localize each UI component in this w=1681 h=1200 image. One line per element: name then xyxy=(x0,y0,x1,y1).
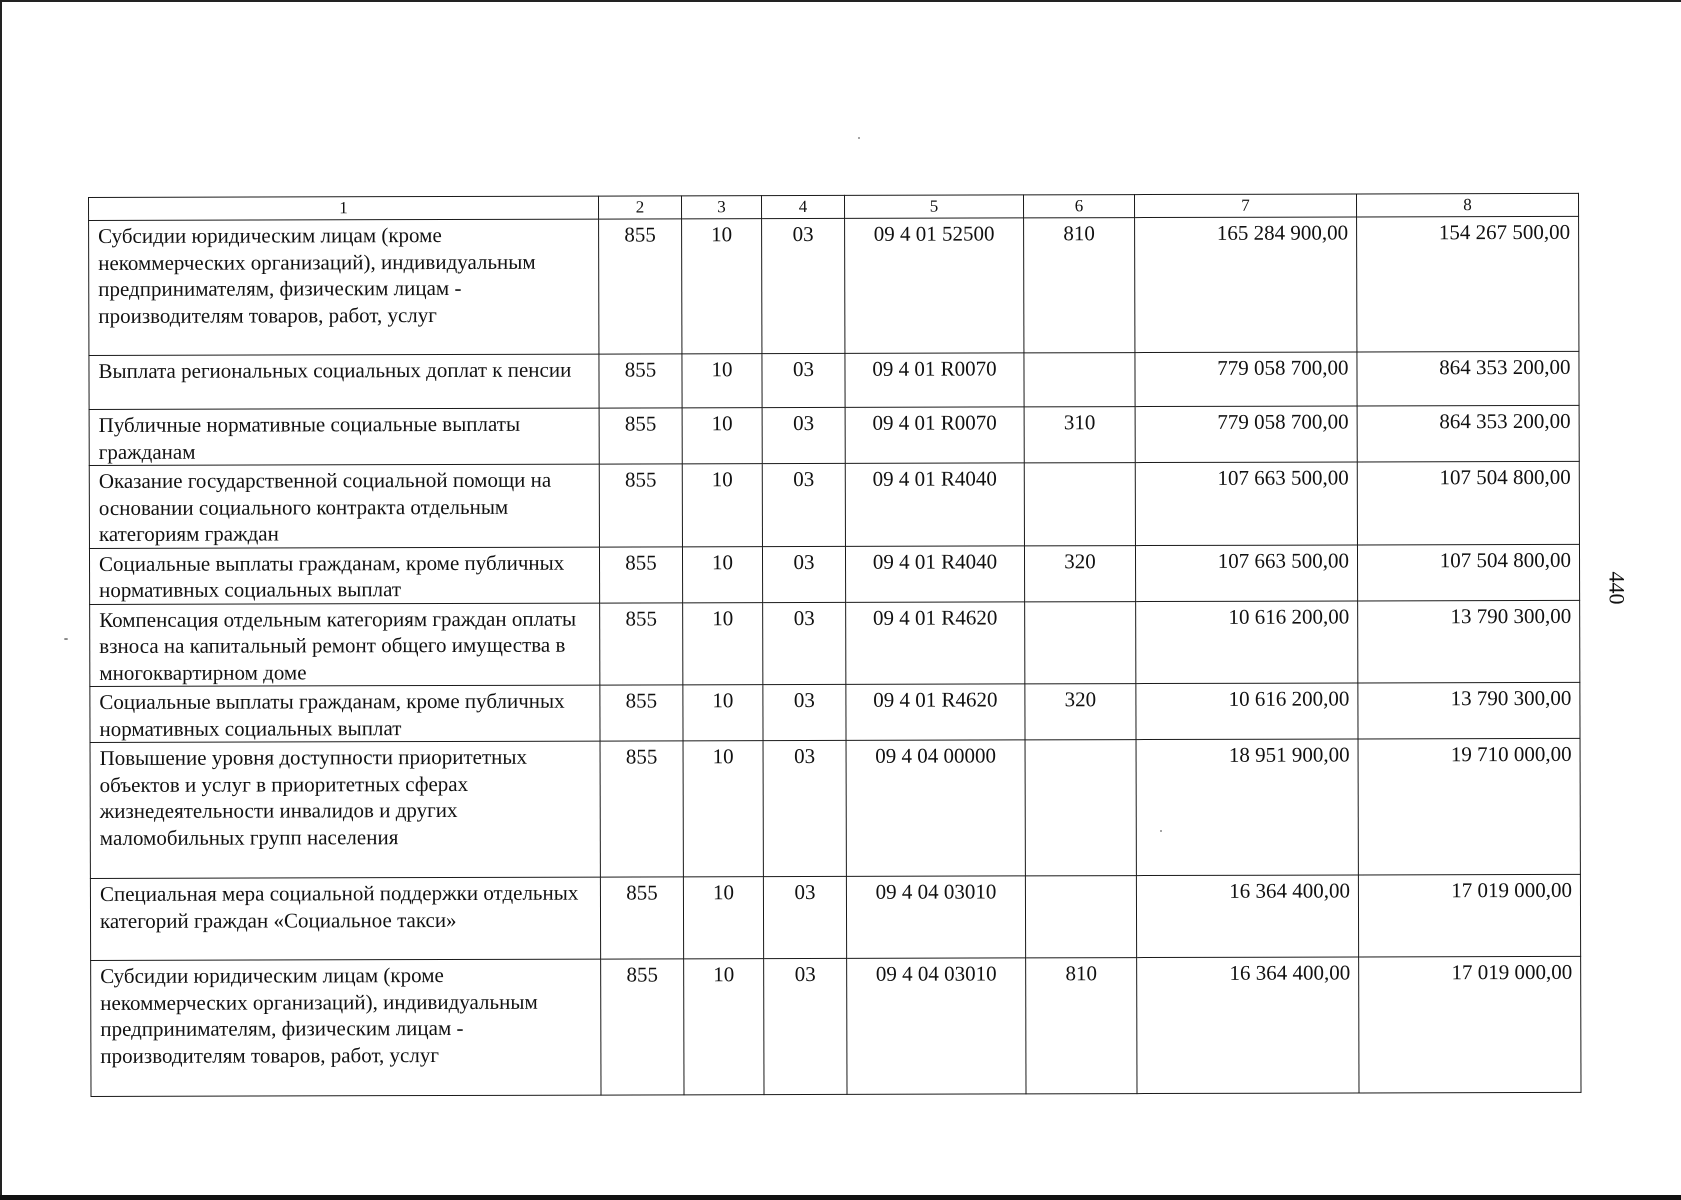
subsection-code: 03 xyxy=(762,463,845,546)
scan-edge-left xyxy=(0,0,2,1200)
expense-type-code: 810 xyxy=(1024,218,1135,353)
table-row xyxy=(89,405,1579,465)
amount-year-1: 779 058 700,00 xyxy=(1135,406,1357,463)
ministry-code: 855 xyxy=(599,408,682,464)
expense-type-code xyxy=(1025,601,1136,684)
section-code: 10 xyxy=(684,959,764,1095)
target-article-code: 09 4 01 R0070 xyxy=(845,353,1024,407)
section-code: 10 xyxy=(682,408,762,464)
column-number: 2 xyxy=(598,196,681,219)
table-row xyxy=(89,351,1579,409)
expense-type-code xyxy=(1025,876,1136,958)
section-code: 10 xyxy=(682,219,762,354)
column-number: 7 xyxy=(1134,194,1356,218)
target-article-code: 09 4 01 R0070 xyxy=(845,407,1024,463)
expense-type-code xyxy=(1024,463,1135,546)
table-row xyxy=(89,216,1579,355)
ministry-code: 855 xyxy=(600,602,683,685)
target-article-code: 09 4 04 03010 xyxy=(847,958,1026,1094)
table-row xyxy=(89,544,1579,604)
section-code: 10 xyxy=(682,464,762,547)
ministry-code: 855 xyxy=(601,959,684,1095)
amount-year-2: 107 504 800,00 xyxy=(1357,461,1579,544)
amount-year-2: 13 790 300,00 xyxy=(1358,682,1580,739)
target-article-code: 09 4 01 R4620 xyxy=(846,684,1025,740)
item-name: Публичные нормативные социальные выплаты гражданам xyxy=(89,408,599,465)
expense-type-code: 810 xyxy=(1026,958,1137,1094)
amount-year-2: 864 353 200,00 xyxy=(1357,405,1579,462)
section-code: 10 xyxy=(683,685,763,741)
section-code: 10 xyxy=(683,741,763,877)
amount-year-2: 107 504 800,00 xyxy=(1357,544,1579,601)
subsection-code: 03 xyxy=(762,218,845,353)
item-name: Специальная мера социальной поддержки отдельных категорий граждан «Социальное такси» xyxy=(90,877,600,960)
section-code: 10 xyxy=(683,877,763,959)
table-body xyxy=(89,216,1581,1096)
subsection-code: 03 xyxy=(763,876,846,958)
column-number: 4 xyxy=(761,195,844,218)
expense-type-code xyxy=(1025,740,1136,876)
section-code: 10 xyxy=(682,546,762,602)
item-name: Субсидии юридическим лицам (кроме некоммерческих организаций), индивидуальным предпринимателям, физическим лицам - производителям товаров, работ, услуг xyxy=(89,219,599,355)
section-code: 10 xyxy=(683,602,763,685)
amount-year-1: 16 364 400,00 xyxy=(1137,957,1359,1094)
item-name: Социальные выплаты гражданам, кроме публичных нормативных социальных выплат xyxy=(90,685,600,742)
ministry-code: 855 xyxy=(600,685,683,741)
amount-year-2: 13 790 300,00 xyxy=(1358,600,1580,683)
expense-type-code xyxy=(1024,353,1135,407)
ministry-code: 855 xyxy=(599,219,682,354)
target-article-code: 09 4 01 R4620 xyxy=(846,601,1025,684)
item-name: Субсидии юридическим лицам (кроме некоммерческих организаций), индивидуальным предпринимателям, физическим лицам - производителям товаров, работ, услуг xyxy=(91,959,601,1096)
amount-year-1: 16 364 400,00 xyxy=(1136,875,1358,958)
column-number: 8 xyxy=(1356,193,1578,217)
amount-year-1: 10 616 200,00 xyxy=(1136,600,1358,683)
item-name: Оказание государственной социальной помощи на основании социального контракта отдельным категориям граждан xyxy=(89,464,599,548)
amount-year-2: 17 019 000,00 xyxy=(1359,956,1581,1093)
amount-year-1: 165 284 900,00 xyxy=(1135,217,1357,353)
amount-year-2: 19 710 000,00 xyxy=(1358,738,1580,875)
amount-year-2: 17 019 000,00 xyxy=(1358,874,1580,957)
amount-year-1: 107 663 500,00 xyxy=(1135,544,1357,601)
item-name: Повышение уровня доступности приоритетных объектов и услуг в приоритетных сферах жизнедеятельности инвалидов и других маломобильных групп населения xyxy=(90,741,600,878)
ministry-code: 855 xyxy=(600,741,683,877)
subsection-code: 03 xyxy=(762,353,845,407)
subsection-code: 03 xyxy=(763,740,846,876)
ministry-code: 855 xyxy=(600,877,683,959)
target-article-code: 09 4 04 03010 xyxy=(846,876,1025,958)
amount-year-1: 107 663 500,00 xyxy=(1135,462,1357,545)
amount-year-1: 10 616 200,00 xyxy=(1136,683,1358,740)
table-row xyxy=(90,600,1580,687)
expense-type-code: 320 xyxy=(1025,684,1136,740)
section-code: 10 xyxy=(682,354,762,408)
table-row xyxy=(90,874,1580,960)
scan-speck xyxy=(64,638,68,640)
subsection-code: 03 xyxy=(763,684,846,740)
column-number: 1 xyxy=(89,196,599,220)
amount-year-1: 779 058 700,00 xyxy=(1135,352,1357,407)
table-row xyxy=(89,461,1579,548)
item-name: Социальные выплаты гражданам, кроме публичных нормативных социальных выплат xyxy=(89,547,599,604)
table-row xyxy=(90,738,1580,878)
amount-year-2: 864 353 200,00 xyxy=(1357,351,1579,406)
item-name: Компенсация отдельным категориям граждан оплаты взноса на капитальный ремонт общего имущества в многоквартирном доме xyxy=(90,603,600,687)
scan-speck xyxy=(858,137,860,139)
ministry-code: 855 xyxy=(599,354,682,408)
ministry-code: 855 xyxy=(599,546,682,602)
ministry-code: 855 xyxy=(599,464,682,547)
target-article-code: 09 4 01 R4040 xyxy=(845,463,1024,546)
subsection-code: 03 xyxy=(764,958,847,1094)
target-article-code: 09 4 01 52500 xyxy=(845,218,1024,353)
column-number: 3 xyxy=(681,196,761,219)
target-article-code: 09 4 01 R4040 xyxy=(845,545,1024,601)
page-number: 440 xyxy=(1604,571,1630,605)
amount-year-2: 154 267 500,00 xyxy=(1357,216,1579,352)
item-name: Выплата региональных социальных доплат к пенсии xyxy=(89,354,599,409)
expense-type-code: 310 xyxy=(1024,407,1135,463)
target-article-code: 09 4 04 00000 xyxy=(846,740,1025,876)
expense-type-code: 320 xyxy=(1024,545,1135,601)
column-number: 5 xyxy=(844,195,1023,218)
scan-edge-top xyxy=(0,0,1681,2)
table-row xyxy=(91,956,1581,1096)
subsection-code: 03 xyxy=(762,546,845,602)
amount-year-1: 18 951 900,00 xyxy=(1136,739,1358,876)
table-row xyxy=(90,682,1580,742)
column-number: 6 xyxy=(1023,195,1134,218)
subsection-code: 03 xyxy=(762,407,845,463)
subsection-code: 03 xyxy=(763,602,846,685)
budget-table xyxy=(88,193,1582,1097)
scan-edge-bottom xyxy=(0,1195,1681,1200)
